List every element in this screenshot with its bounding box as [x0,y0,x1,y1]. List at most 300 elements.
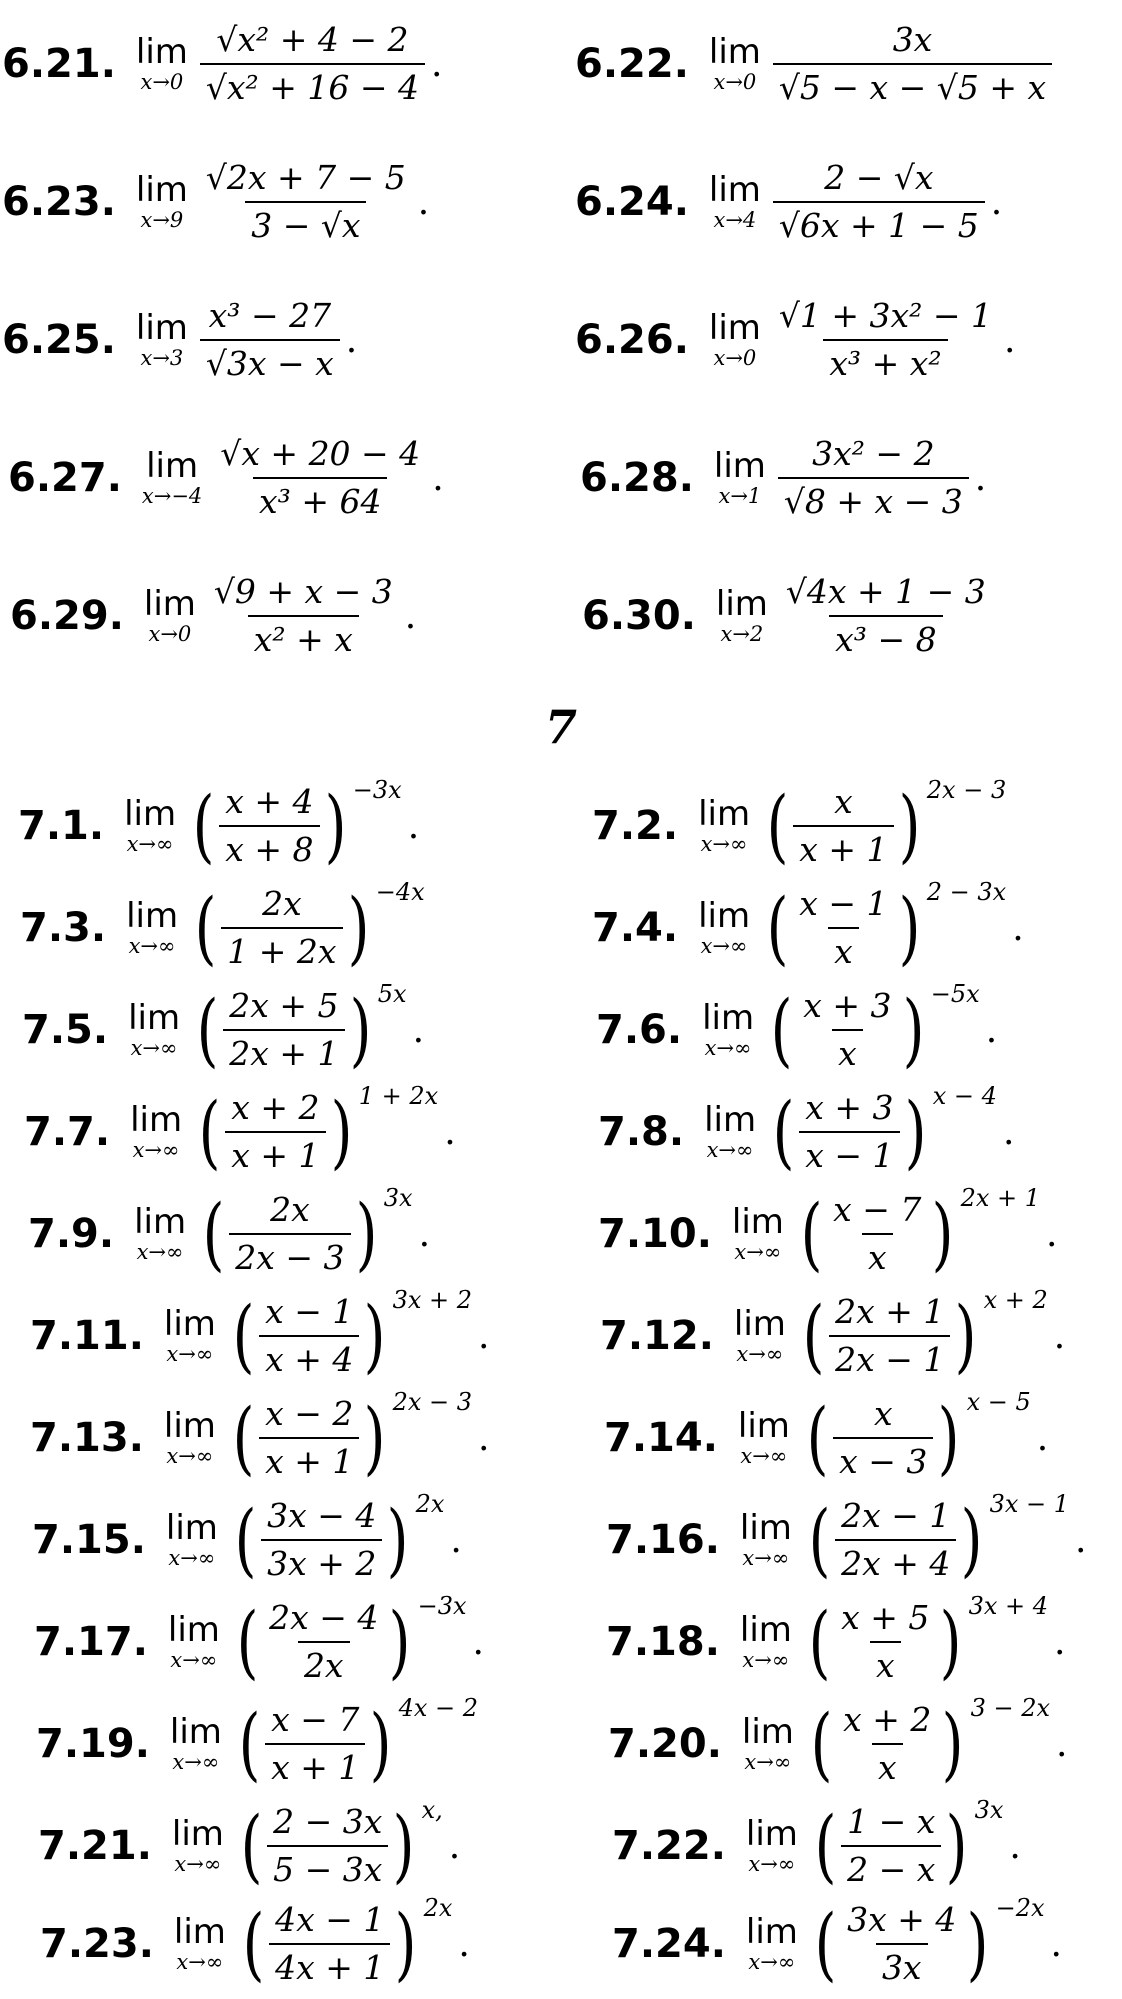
left-paren: ( [192,779,215,872]
limit-subscript: x→∞ [168,1546,216,1570]
fraction [259,1394,359,1482]
numerator: x − 1 [799,884,888,923]
lim-word: lim [739,1508,792,1548]
denominator: 1 + 2x [221,927,342,972]
problem-number: 7.7. [24,1109,111,1155]
exponent: x − 5 [966,1388,1031,1416]
limit-subscript: x→0 [713,346,757,370]
left-paren: ( [770,983,793,1076]
problem-7-20 [608,1694,1068,1790]
limit-subscript: x→0 [148,622,192,646]
exponent: 2 − 3x [926,878,1007,906]
left-paren: ( [810,1697,833,1790]
numerator: √2x + 7 − 5 [205,158,406,197]
end-punctuation: . [478,1315,490,1357]
limit-operator [734,1306,786,1366]
problem-number: 7.22. [612,1823,726,1869]
limit-subscript: x→∞ [172,1750,220,1774]
right-paren: ) [942,1697,964,1790]
fraction [793,782,893,870]
end-punctuation: . [404,595,417,637]
problem-6-22 [575,20,1058,108]
fraction [219,782,319,870]
problem-6-24 [575,158,1002,246]
lim-word: lim [171,1814,224,1854]
exponent: 3x + 4 [968,1592,1049,1620]
limit-operator [136,34,188,94]
limit-subscript: x→∞ [700,832,748,856]
limit-operator [166,1510,218,1570]
lim-word: lim [745,1814,798,1854]
lim-word: lim [745,1912,798,1952]
limit-subscript: x→∞ [706,1138,754,1162]
numerator: x³ − 27 [208,296,332,335]
denominator: x − 3 [833,1437,933,1482]
denominator: x + 1 [259,1437,359,1482]
problem-number: 7.21. [38,1823,152,1869]
right-paren: ) [393,1799,415,1892]
left-paren: ( [242,1897,265,1990]
end-punctuation: . [1054,1621,1066,1663]
denominator: 3 − √x [245,201,366,246]
end-punctuation: . [444,1111,456,1153]
exponent: x + 2 [983,1286,1048,1314]
numerator: 2x [270,1190,310,1229]
problem-number: 7.3. [20,905,107,951]
exponent: −3x [352,776,402,804]
fraction [837,1700,937,1788]
limit-operator [128,1000,180,1060]
denominator: x [872,1743,903,1788]
right-paren: ) [904,1085,927,1178]
problem-number: 6.21. [2,41,116,87]
lim-word: lim [698,794,751,834]
problem-number: 6.22. [575,41,689,87]
end-punctuation: . [432,457,444,499]
problem-7-24 [612,1894,1062,1990]
right-paren: ) [364,1289,386,1382]
exponent: 2x [423,1894,453,1922]
left-paren: ( [814,1897,837,1990]
right-paren: ) [349,983,372,1076]
left-paren: ( [202,1187,225,1280]
limit-operator [698,796,750,856]
exponent: −2x [995,1894,1045,1922]
right-paren: ) [967,1897,989,1990]
fraction [261,1496,382,1584]
lim-word: lim [733,1304,786,1344]
denominator: x + 1 [793,825,893,870]
denominator: x [870,1641,901,1686]
exponent: x − 4 [932,1082,997,1110]
problem-number: 7.20. [608,1721,722,1767]
limit-subscript: x→∞ [136,1240,184,1264]
limit-operator [170,1714,222,1774]
problem-7-22 [612,1796,1021,1892]
fraction [269,1900,390,1988]
problem-6-27 [8,434,444,522]
denominator: 2 − x [841,1845,941,1890]
fraction [829,1292,950,1380]
numerator: x − 2 [265,1394,354,1433]
limit-subscript: x→∞ [126,832,174,856]
lim-word: lim [143,584,196,624]
limit-subscript: x→2 [720,622,764,646]
numerator: 3x² − 2 [812,434,935,473]
exponent: 2x [415,1490,445,1518]
right-paren: ) [902,983,925,1076]
lim-word: lim [731,1202,784,1242]
fraction [223,986,344,1074]
end-punctuation: . [448,1825,461,1867]
problem-6-21 [2,20,442,108]
exponent: 3 − 2x [970,1694,1051,1722]
limit-subscript: x→∞ [132,1138,180,1162]
left-paren: ( [800,1187,823,1280]
limit-subscript: x→∞ [748,1950,796,1974]
fraction [225,1088,325,1176]
problem-number: 7.14. [604,1415,718,1461]
limit-operator [168,1612,220,1672]
limit-operator [124,796,176,856]
problem-6-28 [580,434,986,522]
numerator: x + 2 [231,1088,320,1127]
left-paren: ( [766,779,789,872]
left-paren: ( [766,881,789,974]
limit-subscript: x→0 [713,70,757,94]
limit-subscript: x→∞ [700,934,748,958]
problem-7-8 [598,1082,1015,1178]
numerator: x [834,782,853,821]
section-heading: 7 [544,700,577,754]
limit-subscript: x→∞ [736,1342,784,1366]
limit-subscript: x→0 [140,70,184,94]
denominator: 3x [876,1943,928,1988]
problem-6-26 [575,296,1015,384]
end-punctuation: . [990,181,1003,223]
end-punctuation: . [417,181,430,223]
fraction [780,572,992,660]
denominator: x [828,927,859,972]
fraction [833,1394,933,1482]
limit-subscript: x→∞ [742,1546,790,1570]
left-paren: ( [772,1085,795,1178]
problem-7-4 [592,878,1024,974]
denominator: √5 − x − √5 + x [773,63,1052,108]
left-paren: ( [814,1799,837,1892]
limit-subscript: x→∞ [174,1852,222,1876]
limit-operator [164,1408,216,1468]
denominator: x − 1 [799,1131,899,1176]
numerator: √4x + 1 − 3 [785,572,986,611]
lim-word: lim [169,1712,222,1752]
right-paren: ) [940,1595,962,1688]
limit-subscript: x→∞ [170,1648,218,1672]
limit-operator [702,1000,754,1060]
denominator: x³ + x² [823,339,947,384]
right-paren: ) [355,1187,378,1280]
fraction [793,884,893,972]
problem-number: 7.11. [30,1313,144,1359]
end-punctuation: . [450,1519,462,1561]
fraction [214,434,426,522]
problem-7-12 [600,1286,1066,1382]
numerator: x − 7 [271,1700,360,1739]
problem-7-21 [38,1796,461,1892]
end-punctuation: . [1056,1723,1068,1765]
right-paren: ) [898,779,921,872]
lim-word: lim [741,1712,794,1752]
numerator: 3x [892,20,933,59]
end-punctuation: . [1046,1213,1058,1255]
limit-subscript: x→∞ [128,934,176,958]
limit-subscript: x→1 [718,484,762,508]
lim-word: lim [708,32,761,72]
limit-subscript: x→∞ [734,1240,782,1264]
lim-word: lim [124,794,177,834]
limit-operator [130,1102,182,1162]
numerator: √9 + x − 3 [213,572,393,611]
problem-number: 7.2. [592,803,679,849]
problem-number: 6.29. [10,593,124,639]
denominator: √8 + x − 3 [778,477,969,522]
left-paren: ( [808,1595,831,1688]
problem-number: 7.24. [612,1921,726,1967]
right-paren: ) [364,1391,386,1484]
problem-number: 7.16. [606,1517,720,1563]
problem-7-1 [18,776,420,872]
limit-operator [134,1204,186,1264]
denominator: x + 8 [219,825,319,870]
denominator: 3x + 2 [261,1539,382,1584]
denominator: 2x + 1 [223,1029,344,1074]
denominator: 2x − 3 [229,1233,350,1278]
numerator: 2x + 1 [835,1292,945,1331]
problem-number: 7.9. [28,1211,115,1257]
limit-subscript: x→3 [140,346,184,370]
right-paren: ) [330,1085,353,1178]
limit-operator [716,586,768,646]
limit-operator [732,1204,784,1264]
denominator: x² + x [248,615,359,660]
right-paren: ) [946,1799,968,1892]
problem-number: 7.19. [36,1721,150,1767]
numerator: x + 3 [805,1088,894,1127]
right-paren: ) [370,1697,392,1790]
lim-word: lim [739,1610,792,1650]
lim-word: lim [173,1912,226,1952]
exponent: 2x − 3 [926,776,1007,804]
problem-number: 7.8. [598,1109,685,1155]
numerator: 2 − 3x [273,1802,383,1841]
denominator: √3x − x [200,339,340,384]
left-paren: ( [236,1595,259,1688]
problem-7-18 [606,1592,1066,1688]
right-paren: ) [932,1187,954,1280]
problem-7-10 [598,1184,1058,1280]
limit-operator [136,310,188,370]
fraction [841,1900,962,1988]
end-punctuation: . [1009,1825,1021,1867]
limit-subscript: x→∞ [166,1444,214,1468]
left-paren: ( [232,1391,255,1484]
fraction [208,572,399,660]
right-paren: ) [324,779,347,872]
fraction [773,20,1052,108]
problem-number: 7.12. [600,1313,714,1359]
fraction [778,434,969,522]
problem-number: 6.26. [575,317,689,363]
exponent: −5x [930,980,980,1008]
limit-operator [742,1714,794,1774]
limit-operator [738,1408,790,1468]
exponent: x, [421,1796,443,1824]
limit-operator [709,34,761,94]
problem-6-25 [2,296,357,384]
limit-operator [704,1102,756,1162]
end-punctuation: . [974,457,987,499]
lim-word: lim [135,308,188,348]
right-paren: ) [938,1391,960,1484]
exponent: 2x + 1 [960,1184,1041,1212]
fraction [799,1088,899,1176]
lim-word: lim [708,170,761,210]
end-punctuation: . [472,1621,484,1663]
right-paren: ) [955,1289,977,1382]
problem-number: 7.5. [22,1007,109,1053]
lim-word: lim [126,896,179,936]
lim-word: lim [135,32,188,72]
exponent: −4x [375,878,425,906]
end-punctuation: . [1050,1923,1062,1965]
fraction [200,20,425,108]
problem-number: 7.17. [34,1619,148,1665]
left-paren: ( [232,1289,255,1382]
denominator: x [832,1029,863,1074]
left-paren: ( [194,881,217,974]
lim-word: lim [165,1508,218,1548]
limit-operator [142,448,202,508]
end-punctuation: . [1004,319,1016,361]
problem-7-9 [28,1184,431,1280]
right-paren: ) [387,1493,409,1586]
right-paren: ) [395,1897,417,1990]
fraction [773,296,998,384]
left-paren: ( [240,1799,263,1892]
exponent: 3x [974,1796,1004,1824]
denominator: √x² + 16 − 4 [200,63,425,108]
denominator: 2x [298,1641,350,1686]
left-paren: ( [808,1493,831,1586]
numerator: 1 − x [847,1802,936,1841]
problem-7-17 [34,1592,484,1688]
fraction [827,1190,927,1278]
limit-operator [746,1816,798,1876]
limit-subscript: x→∞ [704,1036,752,1060]
right-paren: ) [347,881,370,974]
denominator: 2x + 4 [835,1539,956,1584]
problem-7-11 [30,1286,490,1382]
denominator: 4x + 1 [269,1943,390,1988]
left-paren: ( [806,1391,829,1484]
limit-subscript: x→∞ [740,1444,788,1468]
right-paren: ) [389,1595,411,1688]
lim-word: lim [134,1202,187,1242]
problem-6-29 [10,572,416,660]
numerator: 2x − 4 [269,1598,379,1637]
fraction [773,158,985,246]
denominator: x³ + 64 [253,477,387,522]
problem-6-23 [2,158,429,246]
denominator: x + 4 [259,1335,359,1380]
numerator: √x² + 4 − 2 [216,20,409,59]
fraction [797,986,897,1074]
numerator: x [873,1394,893,1433]
limit-operator [164,1306,216,1366]
fraction [259,1292,359,1380]
lim-word: lim [713,446,766,486]
exponent: 4x − 2 [398,1694,479,1722]
left-paren: ( [802,1289,825,1382]
problem-7-13 [30,1388,490,1484]
numerator: x + 2 [843,1700,932,1739]
limit-operator [740,1612,792,1672]
exponent: 3x + 2 [392,1286,473,1314]
numerator: x + 3 [803,986,892,1025]
problem-7-19 [36,1694,484,1790]
end-punctuation: . [418,1213,431,1255]
limit-subscript: x→∞ [130,1036,178,1060]
right-paren: ) [898,881,921,974]
limit-subscript: x→∞ [176,1950,224,1974]
problem-7-2 [592,776,1012,872]
numerator: 2x + 5 [229,986,339,1025]
problem-number: 6.24. [575,179,689,225]
numerator: x + 5 [841,1598,930,1637]
numerator: 3x + 4 [847,1900,957,1939]
problem-7-16 [606,1490,1087,1586]
exponent: 3x [383,1184,413,1212]
problem-number: 7.1. [18,803,105,849]
limit-subscript: x→9 [140,208,184,232]
lim-word: lim [135,170,188,210]
problem-7-5 [22,980,425,1076]
limit-operator [714,448,766,508]
denominator: x [862,1233,893,1278]
left-paren: ( [196,983,219,1076]
left-paren: ( [234,1493,257,1586]
denominator: x + 1 [265,1743,365,1788]
limit-subscript: x→−4 [141,484,203,508]
lim-word: lim [167,1610,220,1650]
numerator: 2x − 1 [841,1496,951,1535]
limit-subscript: x→∞ [744,1750,792,1774]
lim-word: lim [698,896,751,936]
denominator: 5 − 3x [267,1845,388,1890]
denominator: 2x − 1 [829,1335,950,1380]
limit-operator [174,1914,226,1974]
fraction [221,884,342,972]
problem-number: 7.13. [30,1415,144,1461]
fraction [200,158,412,246]
fraction [265,1700,365,1788]
numerator: √x + 20 − 4 [220,434,421,473]
end-punctuation: . [1012,907,1024,949]
limit-subscript: x→∞ [742,1648,790,1672]
problem-number: 6.23. [2,179,116,225]
lim-word: lim [715,584,768,624]
problem-7-15 [32,1490,462,1586]
